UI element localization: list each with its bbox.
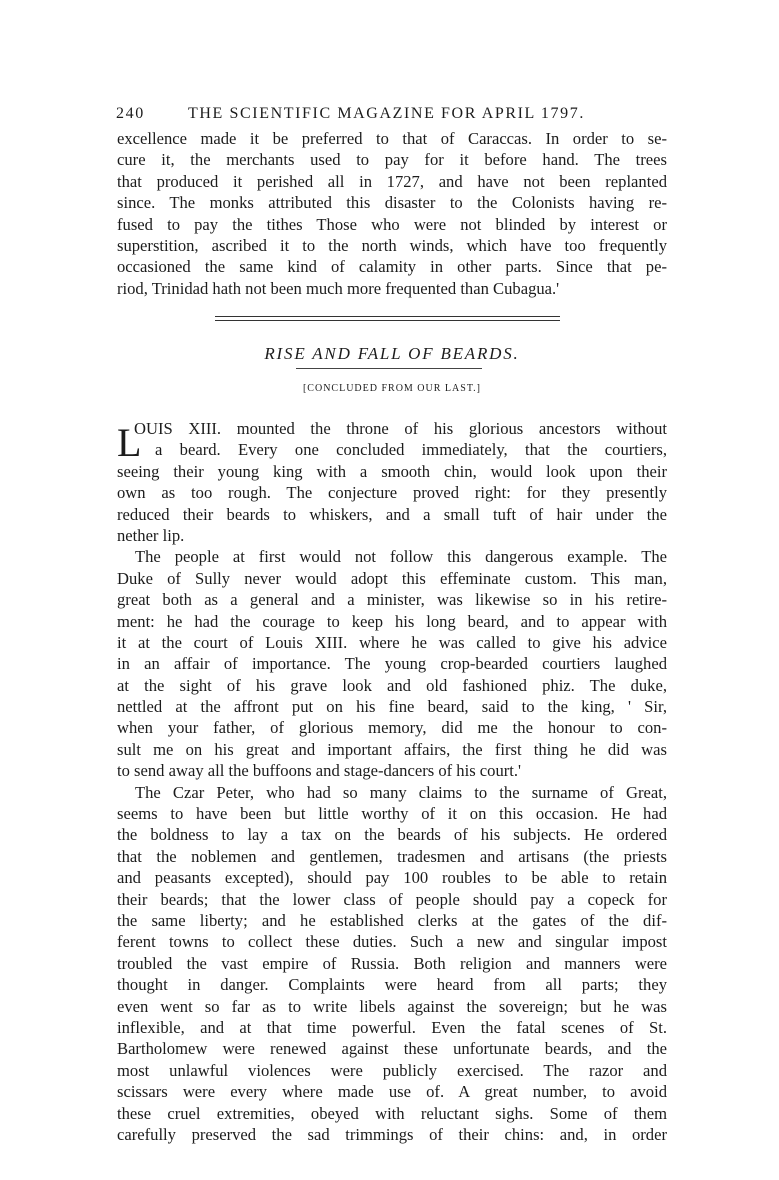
text-line: own as too rough. The conjecture proved right: for they presently	[117, 483, 667, 503]
text-line: sult me on his great and important affairs, the first thing he did was	[117, 739, 667, 759]
text-line: the boldness to lay a tax on the beards of his subjects. He ordered	[117, 825, 667, 845]
text-line: riod, Trinidad hath not been much more frequented than Cubagua.'	[117, 278, 560, 298]
text-line: nettled at the affront put on his fine beard, said to the king, ' Sir,	[117, 697, 667, 717]
text-line: inflexible, and at that time powerful. Even the fatal scenes of St.	[117, 1017, 667, 1037]
text-line: in an affair of importance. The young crop-bearded courtiers laughed	[117, 654, 667, 674]
text-line: occasioned the same kind of calamity in other parts. Since that pe-	[117, 257, 667, 277]
text-line: at the sight of his grave look and old fashioned phiz. The duke,	[117, 675, 667, 695]
running-title: THE SCIENTIFIC MAGAZINE FOR APRIL 1797.	[188, 105, 585, 122]
article-title: RISE AND FALL OF BEARDS.	[264, 344, 520, 363]
article-subtitle: [CONCLUDED FROM OUR LAST.]	[302, 383, 482, 394]
drop-cap: L	[117, 420, 142, 465]
text-line: when your father, of glorious memory, did me the honour to con-	[117, 718, 667, 738]
section-divider	[215, 320, 560, 321]
intro-paragraph	[117, 128, 667, 299]
text-line: Duke of Sully never would adopt this effeminate custom. This man,	[117, 568, 667, 588]
text-line: most unlawful violences were publicly exercised. The razor and	[117, 1060, 667, 1080]
text-line: that produced it perished all in 1727, and have not been replanted	[117, 171, 667, 191]
text-line: Bartholomew were renewed against these unfortunate beards, and the	[117, 1039, 667, 1059]
text-line: carefully preserved the sad trimmings of their chins: and, in order	[117, 1124, 667, 1144]
text-line: excellence made it be preferred to that of Caraccas. In order to se-	[117, 129, 667, 148]
text-line: fused to pay the tithes Those who were not blinded by interest or	[117, 214, 667, 234]
text-line: thought in danger. Complaints were heard from all parts; they	[117, 975, 667, 995]
page-number: 240	[116, 105, 145, 122]
text-line: to send away all the buffoons and stage-dancers of his court.'	[117, 761, 522, 781]
section-divider	[215, 316, 560, 317]
text-line: scissars were every where made use of. A great number, to avoid	[117, 1082, 667, 1102]
text-line: the same liberty; and he established clerks at the gates of the dif-	[117, 910, 667, 930]
text-line: since. The monks attributed this disaster to the Colonists having re-	[117, 193, 667, 213]
text-line: seeing their young king with a smooth chin, would look upon their	[117, 461, 667, 481]
text-line: ment: he had the courage to keep his long beard, and to appear with	[117, 611, 667, 631]
text-line: even went so far as to write libels against the sovereign; but he was	[117, 996, 667, 1016]
title-underline	[296, 368, 482, 369]
text-line: a beard. Every one concluded immediately, that the courtiers,	[155, 440, 667, 460]
text-line: seems to have been but little worthy of it on this occasion. He had	[117, 804, 667, 824]
text-line: cure it, the merchants used to pay for it before hand. The trees	[117, 150, 667, 170]
text-line: great both as a general and a minister, was likewise so in his retire-	[117, 590, 667, 610]
text-line: The Czar Peter, who had so many claims to the surname of Great,	[135, 782, 667, 802]
running-head	[116, 105, 666, 123]
article-body	[117, 418, 667, 1145]
text-line: that the noblemen and gentlemen, tradesmen and artisans (the priests	[117, 846, 667, 866]
text-line: The people at first would not follow this dangerous example. The	[135, 547, 667, 567]
text-line: it at the court of Louis XIII. where he was called to give his advice	[117, 632, 667, 652]
text-line: OUIS XIII. mounted the throne of his glorious ancestors without	[134, 419, 667, 438]
text-line: these cruel extremities, obeyed with reluctant sighs. Some of them	[117, 1103, 667, 1123]
text-line: nether lip.	[117, 525, 185, 545]
text-line: ferent towns to collect these duties. Such a new and singular impost	[117, 932, 667, 952]
text-line: troubled the vast empire of Russia. Both religion and manners were	[117, 953, 667, 973]
text-line: reduced their beards to whiskers, and a small tuft of hair under the	[117, 504, 667, 524]
text-line: superstition, ascribed it to the north winds, which have too frequently	[117, 235, 667, 255]
text-line: and peasants excepted), should pay 100 roubles to be able to retain	[117, 868, 667, 888]
text-line: their beards; that the lower class of people should pay a copeck for	[117, 889, 667, 909]
